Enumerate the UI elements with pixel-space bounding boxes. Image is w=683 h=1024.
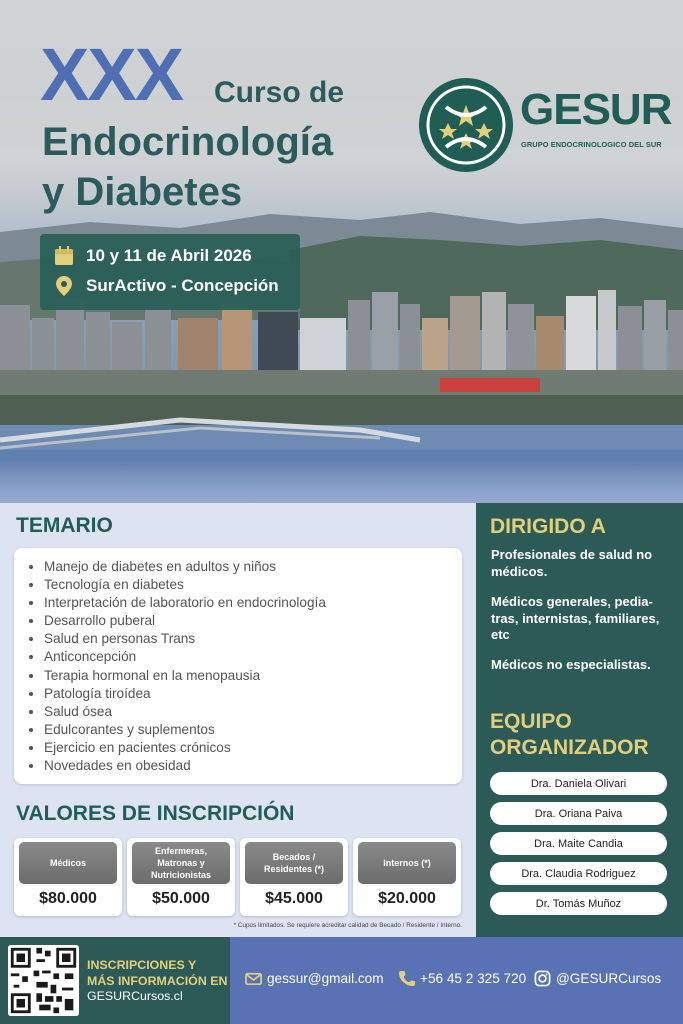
phone-text[interactable]: +56 45 2 325 720: [420, 971, 527, 986]
dirigido-paragraph: Médicos generales, pedia-tras, internistas, familiares, etc: [491, 594, 660, 642]
equipo-heading: [490, 709, 649, 761]
price-value: $50.000: [152, 890, 210, 907]
instagram-icon: [534, 970, 551, 987]
temario-heading: TEMARIO: [16, 514, 113, 537]
member-pill: Dra. Maite Candia: [490, 832, 667, 855]
dirigido-paragraph: Profesionales de salud no médicos.: [491, 547, 653, 579]
list-item: • Desarrollo puberal: [44, 612, 446, 630]
list-item: • Novedades en obesidad: [44, 757, 446, 775]
valores-heading: VALORES DE INSCRIPCIÓN: [16, 802, 295, 825]
price-label: Médicos: [19, 842, 117, 884]
price-label: Becados / Residentes (*): [245, 842, 343, 884]
event-venue-row: [54, 276, 279, 296]
list-item: • Edulcorantes y suplementos: [44, 721, 446, 739]
phone-contact[interactable]: [398, 970, 526, 987]
qr-code-icon[interactable]: [8, 945, 79, 1016]
price-value: $80.000: [39, 890, 97, 907]
list-item: • Manejo de diabetes en adultos y niños: [44, 558, 446, 576]
price-label: Internos (*): [358, 842, 456, 884]
list-item: • Anticoncepción: [44, 648, 446, 666]
email-text[interactable]: gessur@gmail.com: [267, 971, 384, 986]
side-panel: [476, 503, 683, 937]
price-card-becados: [240, 838, 348, 916]
list-item: • Tecnología en diabetes: [44, 576, 446, 594]
list-item: • Interpretación de laboratorio en endocrinología: [44, 594, 446, 612]
equipo-heading-line2: ORGANIZADOR: [490, 736, 649, 759]
instagram-text[interactable]: @GESURCursos: [556, 971, 662, 986]
price-value: $20.000: [378, 890, 436, 907]
list-item: • Salud ósea: [44, 703, 446, 721]
member-pill: Dra. Claudia Rodriguez: [490, 862, 667, 885]
email-icon: [245, 970, 262, 987]
calendar-icon: [54, 246, 74, 266]
list-item: • Terapia hormonal en la menopausia: [44, 667, 446, 685]
price-card-internos: [353, 838, 461, 916]
list-item: • Patología tiroídea: [44, 685, 446, 703]
event-date-row: [54, 246, 252, 266]
temario-list-box: [14, 548, 462, 784]
email-contact[interactable]: [245, 970, 384, 987]
member-pill: Dra. Daniela Olivari: [490, 772, 667, 795]
equipo-heading-line1: EQUIPO: [490, 710, 572, 733]
temario-list: [44, 558, 446, 775]
logo-subtitle: GRUPO ENDOCRINOLOGICO DEL SUR: [521, 140, 662, 149]
inscripciones-line2: MÁS INFORMACIÓN EN: [87, 974, 228, 988]
phone-icon: [398, 970, 415, 987]
title-line-2: y Diabetes: [42, 170, 243, 214]
inscripciones-line1: INSCRIPCIONES Y: [87, 958, 197, 972]
event-date: 10 y 11 de Abril 2026: [86, 246, 252, 265]
price-label: Enfermeras, Matronas y Nutricionistas: [132, 842, 230, 884]
list-item: • Ejercicio en pacientes crónicos: [44, 739, 446, 757]
dirigido-heading: DIRIGIDO A: [490, 515, 606, 538]
member-pill: Dra. Oriana Paiva: [490, 802, 667, 825]
list-item: • Salud en personas Trans: [44, 630, 446, 648]
edition-number: XXX: [40, 33, 183, 116]
price-card-enfermeras: [127, 838, 235, 916]
title-curso-de: Curso de: [214, 76, 345, 109]
inscripciones-text: [87, 957, 227, 989]
price-footnote: * Cupos limitados. Se requiere acreditar calidad de Becado / Residente / Interno.: [233, 922, 462, 929]
price-card-medicos: [14, 838, 122, 916]
member-pill: Dr. Tomás Muñoz: [490, 892, 667, 915]
website-link[interactable]: GESURCursos.cl: [87, 989, 183, 1003]
event-venue: SurActivo - Concepción: [86, 276, 279, 295]
title-line-1: Endocrinología: [42, 120, 334, 164]
location-pin-icon: [54, 276, 74, 296]
dirigido-paragraph: Médicos no especialistas.: [491, 657, 651, 672]
logo-name: GESUR: [520, 85, 672, 134]
event-info-box: [40, 234, 300, 310]
hero-banner: [0, 0, 683, 503]
instagram-contact[interactable]: [534, 970, 661, 987]
gesur-logo-icon: [418, 77, 514, 173]
price-value: $45.000: [265, 890, 323, 907]
